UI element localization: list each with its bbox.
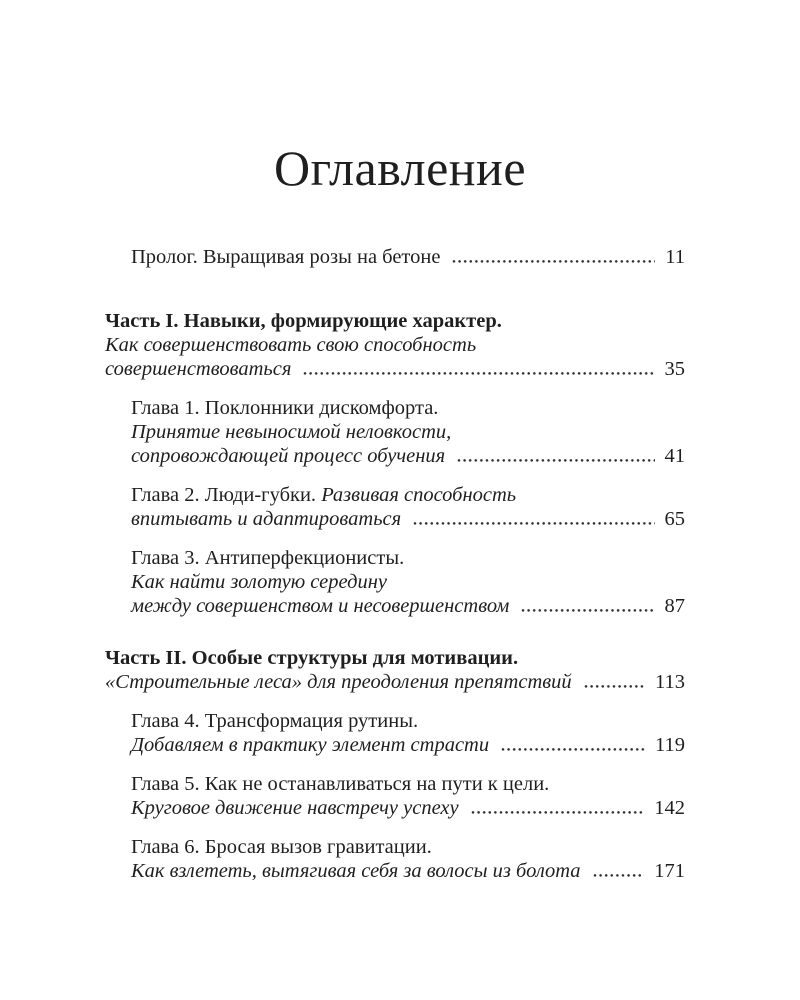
toc-entry-chapter-3 (105, 546, 685, 618)
toc-entry-part-2 (105, 646, 685, 694)
toc-entry-chapter-2 (105, 483, 685, 531)
toc-text-segment: Принятие невыносимой неловкости, (131, 421, 452, 443)
toc-line (131, 546, 685, 570)
toc-text-segment: Глава 2. Люди-губки. (131, 484, 322, 506)
page-number: 113 (655, 671, 685, 693)
toc-text-segment: Круговое движение навстречу успеху (131, 797, 459, 819)
toc-text-segment: Пролог. Выращивая розы на бетоне (131, 246, 441, 268)
toc-line (131, 835, 685, 859)
dot-leader (413, 522, 654, 525)
toc-entry-part-1 (105, 309, 685, 381)
toc-line (131, 733, 685, 757)
page-number: 41 (664, 445, 685, 467)
page-number: 35 (664, 358, 685, 380)
toc-entry-chapter-5 (105, 772, 685, 820)
page-number: 65 (664, 508, 685, 530)
dot-leader (457, 459, 654, 462)
toc-text-segment: Как найти золотую середину (131, 571, 387, 593)
toc-line (131, 796, 685, 820)
toc-text-segment: Глава 5. Как не останавливаться на пути к цели. (131, 773, 550, 795)
toc-text-segment: совершенствоваться (105, 358, 292, 380)
toc-text-segment: Как совершенствовать свою способность (105, 334, 477, 356)
dot-leader (501, 748, 645, 751)
toc-text-segment: Развивая способность (321, 484, 517, 506)
toc-line (131, 772, 685, 796)
toc-text-segment: впитывать и адаптироваться (131, 508, 402, 530)
toc-line (131, 444, 685, 468)
page-number: 171 (654, 860, 685, 882)
toc-line (105, 670, 685, 694)
toc-line (131, 594, 685, 618)
toc-text-segment: Глава 6. Бросая вызов гравитации. (131, 836, 432, 858)
page-number: 119 (655, 734, 685, 756)
toc-line (131, 709, 685, 733)
toc-line (131, 570, 685, 594)
toc-entry-chapter-1 (105, 396, 685, 468)
page-title: Оглавление (273, 140, 527, 196)
toc-text-segment: Часть I. Навыки, формирующие характер. (105, 310, 502, 332)
toc-line (131, 396, 685, 420)
toc-line (131, 483, 685, 507)
toc-text-segment: Часть II. Особые структуры для мотивации. (105, 647, 519, 669)
toc-line (131, 420, 685, 444)
dot-leader (471, 811, 645, 814)
toc-text-segment: сопровождающей процесс обучения (131, 445, 446, 467)
toc-line (131, 507, 685, 531)
toc-entry-chapter-6 (105, 835, 685, 883)
toc-text-segment: «Строительные леса» для преодоления препятствий (105, 671, 572, 693)
toc-entry-prolog (105, 245, 685, 269)
toc-line (105, 357, 685, 381)
dot-leader (521, 609, 654, 612)
toc-line (131, 245, 685, 269)
dot-leader (452, 260, 655, 263)
toc-text-segment: Глава 4. Трансформация рутины. (131, 710, 419, 732)
toc-text-segment: Глава 3. Антиперфекционисты. (131, 547, 405, 569)
toc-line (131, 859, 685, 883)
page-number: 87 (664, 595, 685, 617)
toc-line (105, 646, 685, 670)
toc-line (105, 333, 685, 357)
page-number: 11 (665, 246, 685, 268)
dot-leader (593, 874, 645, 877)
toc-text-segment: Глава 1. Поклонники дискомфорта. (131, 397, 439, 419)
toc-entry-chapter-4 (105, 709, 685, 757)
toc-line (105, 309, 685, 333)
toc-list (105, 245, 685, 898)
toc-text-segment: между совершенством и несовершенством (131, 595, 510, 617)
toc-text-segment: Добавляем в практику элемент страсти (131, 734, 490, 756)
dot-leader (303, 372, 654, 375)
page-number: 142 (654, 797, 685, 819)
toc-text-segment: Как взлететь, вытягивая себя за волосы из болота (131, 860, 581, 882)
dot-leader (584, 685, 645, 688)
